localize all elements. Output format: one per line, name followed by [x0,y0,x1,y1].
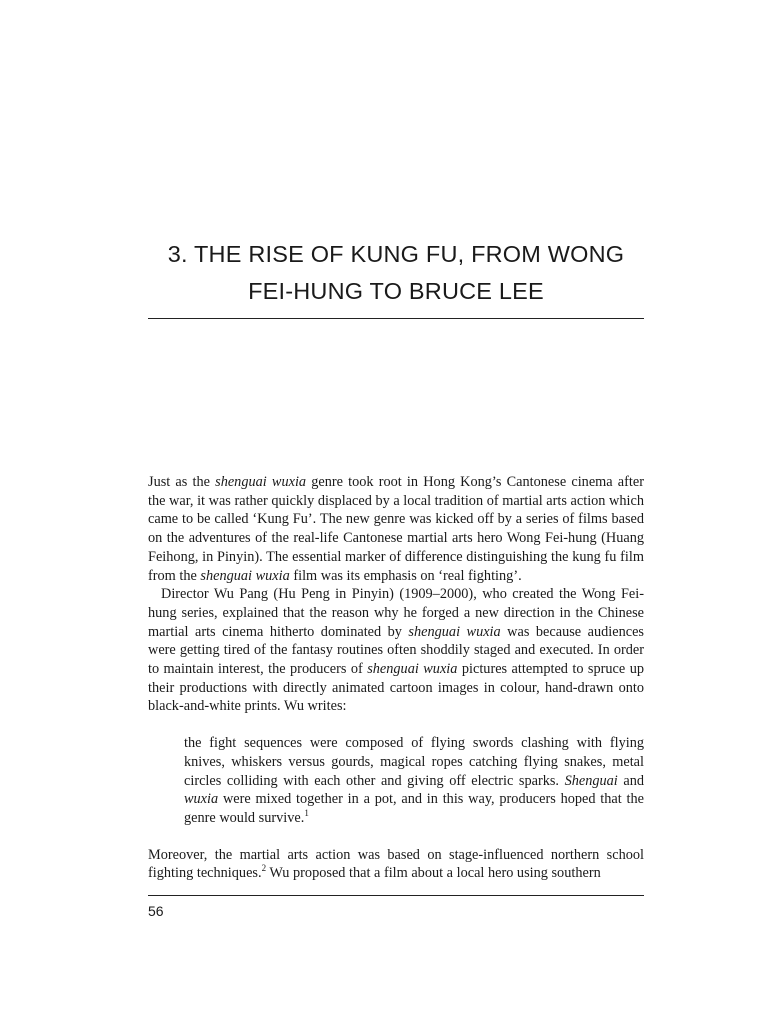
paragraph-2-text-a: Director Wu Pang (Hu Peng in Pinyin) (1909–2000), who created the Wong Fei-hung series, explained that the reason why he forged a new direction in the Chinese martial arts cinema hitherto dominated by [148,586,644,640]
page-number: 56 [148,903,164,919]
quote-text-a: the fight sequences were composed of flying swords clashing with flying knives, whiskers versus gourds, magical ropes catching flying snakes, metal circles colliding with each other and giving off electric sparks. [184,735,644,789]
paragraph-1-italic-b: shenguai wuxia [200,567,290,584]
paragraph-3-text-b: Wu proposed that a film about a local hero using southern [266,865,601,882]
body-text [148,473,644,883]
footer-rule [148,895,644,896]
footnote-ref-2[interactable]: 2 [261,863,267,874]
chapter-title [148,236,644,310]
paragraph-2 [148,585,644,716]
paragraph-1-italic-a: shenguai wuxia [215,474,307,490]
paragraph-2-text-c: pictures attempted to spruce up their productions with directly animated cartoon images in colour, hand-drawn onto black-and-white prints. Wu writes: [148,661,644,715]
paragraph-2-italic-a: shenguai wuxia [408,623,501,640]
quote-italic-a: Shenguai [564,772,618,789]
book-page [148,0,644,1024]
quote-text-c: were mixed together in a pot, and in this way, producers hoped that the genre would survive. [184,791,644,826]
paragraph-1-text-c: film was its emphasis on ‘real fighting’. [289,567,522,584]
chapter-title-line-1: 3. THE RISE OF KUNG FU, FROM WONG [167,241,625,267]
paragraph-1-text-b: genre took root in Hong Kong’s Cantonese cinema after the war, it was rather quickly displaced by a local tradition of martial arts action which came to be called ‘Kung Fu’. The new genre was kicked off by a series of films based on the adventures of the real-life Cantonese martial arts hero Wong Fei-hung (Huang Feihong, in Pinyin). The essential marker of difference distinguishing the kung fu film from the [148,474,644,584]
quote-italic-b: wuxia [184,791,219,808]
paragraph-2-italic-b: shenguai wuxia [367,661,458,678]
paragraph-3 [148,846,644,883]
paragraph-3-text-a: Moreover, the martial arts action was based on stage-influenced northern school fighting techniques. [148,846,644,882]
paragraph-1 [148,473,644,585]
footnote-ref-1[interactable]: 1 [304,808,309,819]
chapter-title-line-2: FEI-HUNG TO BRUCE LEE [248,278,544,304]
block-quote [184,734,644,828]
title-rule [148,318,644,319]
quote-text-b: and [617,772,644,789]
paragraph-1-text-a: Just as the [148,474,216,490]
paragraph-2-text-b: was because audiences were getting tired of the fantasy routines often shoddily staged and executed. In order to maintain interest, the producers of [148,623,644,678]
